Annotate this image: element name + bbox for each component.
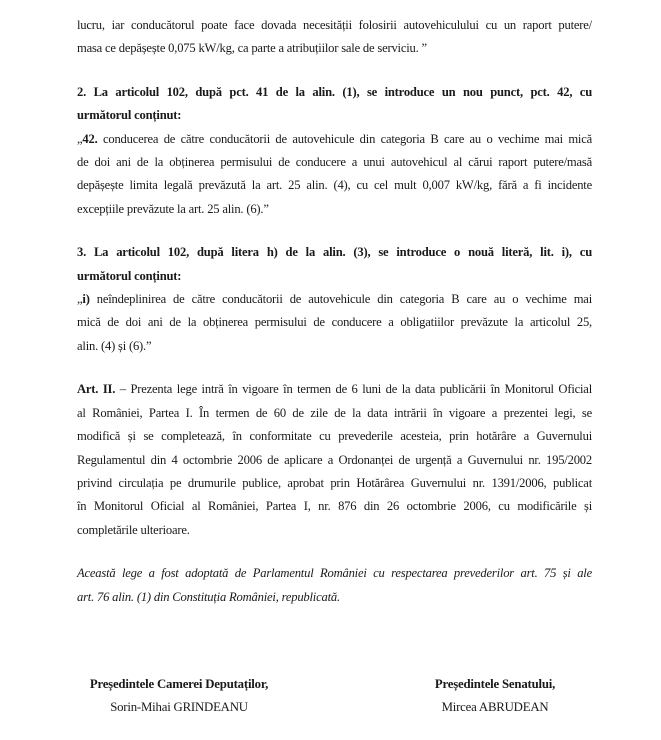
text-line: [77, 14, 592, 37]
text-segment: excepțiile prevăzute la art. 25 alin. (6).”: [77, 201, 269, 216]
text-segment: Art. II.: [77, 382, 116, 397]
text-line: [77, 472, 592, 495]
text-line: [77, 586, 592, 609]
text-segment: – Prezenta lege intră în vigoare în termen de 6 luni de la data publicării în Monitorul Oficial: [115, 382, 592, 397]
text-segment: alin. (4) și (6).”: [77, 338, 152, 353]
text-segment: următorul conținut:: [77, 108, 182, 123]
text-line: [77, 265, 592, 288]
paragraph-item-3: [77, 241, 592, 358]
text-line: [77, 495, 592, 518]
text-segment: 3. La articolul 102, după litera h) de la alin. (3), se introduce o nouă literă, lit. i), cu: [77, 245, 592, 260]
text-line: [77, 81, 592, 104]
text-segment: modifică și se completează, în conformitate cu prevederile acesteia, prin hotărâre a Guvernului: [77, 429, 592, 444]
text-segment: conducerea de către conducătorii de autovehicule din categoria B care au o vechime mai mică: [97, 131, 592, 146]
signature-title-senate: Președintele Senatului,: [434, 676, 556, 691]
text-segment: 42.: [82, 131, 98, 146]
text-segment: masa ce depășește 0,075 kW/kg, ca parte a atribuțiilor sale de serviciu. ”: [77, 41, 427, 56]
text-segment: lucru, iar conducătorul poate face dovada necesității folosirii autovehiculului cu un raport putere/: [77, 18, 592, 32]
text-segment: Această lege a fost adoptată de Parlamentul României cu respectarea prevederilor art. 75 și ale: [77, 566, 592, 581]
text-line: [77, 311, 592, 334]
text-segment: în Monitorul Oficial al României, Partea I, nr. 876 din 26 octombrie 2006, cu modificările și: [77, 499, 592, 514]
text-segment: privind circulația pe drumurile publice, aprobat prin Hotărârea Guvernului nr. 1391/2006, publicat: [77, 475, 592, 490]
text-segment: i): [82, 292, 90, 307]
text-segment: 2. La articolul 102, după pct. 41 de la alin. (1), se introduce un nou punct, pct. 42, cu: [77, 84, 592, 99]
document-body: [77, 14, 592, 609]
text-line: [77, 425, 592, 448]
text-segment: „: [77, 131, 83, 146]
text-line: [77, 402, 592, 425]
paragraph-adoption-note: [77, 562, 592, 609]
text-segment: depășește limita legală prevăzută la art. 25 alin. (4), cu cel mult 0,007 kW/kg, fără a fi incidente: [77, 178, 592, 193]
text-line: [77, 104, 592, 127]
text-line: [77, 128, 592, 151]
text-line: [77, 519, 592, 542]
text-segment: al României, Partea I. În termen de 60 de zile de la data intrării în vigoare a prezentei legi, se: [77, 405, 592, 420]
text-line: [77, 449, 592, 472]
signature-title-chamber-of-deputies: Președintele Camerei Deputaților,: [89, 676, 269, 691]
paragraph-item-2: [77, 81, 592, 221]
text-line: [77, 378, 592, 401]
text-segment: de doi ani de la obținerea permisului de conducere a unui autovehicul al cărui raport putere/masă: [77, 155, 592, 170]
text-segment: mică de doi ani de la obținerea permisului de conducere a obligatiilor prevăzute la articolul 25,: [77, 315, 592, 330]
text-segment: următorul conținut:: [77, 268, 182, 283]
text-line: [77, 241, 592, 264]
signature-chamber-of-deputies: [77, 673, 281, 720]
text-segment: Regulamentul din 4 octombrie 2006 de aplicare a Ordonanței de urgență a Guvernului nr. 195/2002: [77, 452, 592, 467]
text-line: [77, 37, 592, 60]
text-segment: art. 76 alin. (1) din Constituția României, republicată.: [77, 589, 340, 604]
signature-block: [77, 673, 592, 720]
text-line: [77, 562, 592, 585]
paragraph-continuation: [77, 14, 592, 61]
text-segment: „: [77, 292, 83, 307]
signature-senate: [424, 673, 566, 720]
paragraph-art-2: [77, 378, 592, 542]
text-line: [77, 288, 592, 311]
text-line: [77, 198, 592, 221]
text-line: [77, 335, 592, 358]
text-line: [77, 151, 592, 174]
signature-name-abrudean: Mircea ABRUDEAN: [441, 700, 549, 715]
text-segment: neîndeplinirea de către conducătorii de autovehicule din categoria B care au o vechime mai: [89, 292, 592, 307]
text-segment: completările ulterioare.: [77, 522, 190, 537]
text-line: [77, 174, 592, 197]
signature-name-grindeanu: Sorin-Mihai GRINDEANU: [110, 700, 248, 715]
